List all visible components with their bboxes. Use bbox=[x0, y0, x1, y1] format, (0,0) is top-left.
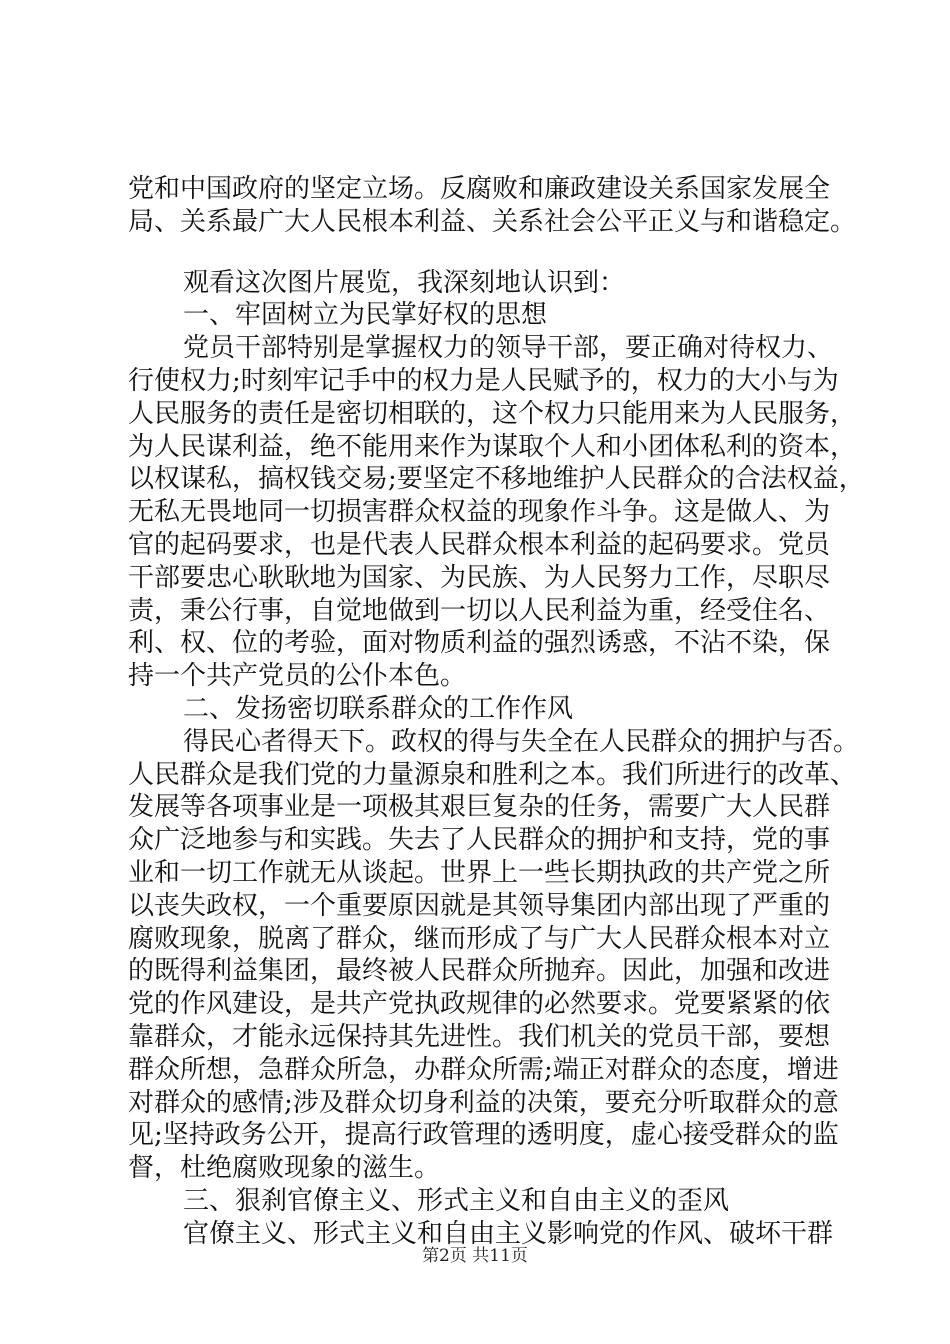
section-2-line: 得民心者得天下。政权的得与失全在人民群众的拥护与否。 bbox=[183, 726, 860, 757]
page-footer bbox=[0, 1244, 950, 1268]
section-2-heading: 二、发扬密切联系群众的工作作风 bbox=[183, 693, 574, 724]
section-2-line: 众广泛地参与和实践。失去了人民群众的拥护和支持，党的事 bbox=[128, 825, 831, 856]
section-1-line: 持一个共产党员的公仆本色。 bbox=[128, 661, 467, 692]
section-2-line: 的既得利益集团，最终被人民群众所抛弃。因此，加强和改进 bbox=[128, 956, 831, 987]
section-2-line: 腐败现象，脱离了群众，继而形成了与广大人民群众根本对立 bbox=[128, 923, 831, 954]
page-indicator: 第2页 共11页 bbox=[422, 1246, 528, 1266]
section-1-line: 为人民谋利益，绝不能用来作为谋取个人和小团体私利的资本， bbox=[128, 431, 857, 462]
section-1-line: 无私无畏地同一切损害群众权益的现象作斗争。这是做人、为 bbox=[128, 497, 831, 528]
section-2-line: 业和一切工作就无从谈起。世界上一些长期执政的共产党之所 bbox=[128, 857, 831, 888]
section-1-line: 利、权、位的考验，面对物质利益的强烈诱惑，不沾不染，保 bbox=[128, 628, 831, 659]
section-2-line: 督，杜绝腐败现象的滋生。 bbox=[128, 1153, 441, 1184]
section-3-line: 官僚主义、形式主义和自由主义影响党的作风、破坏干群 bbox=[183, 1218, 834, 1249]
section-1-line: 责，秉公行事，自觉地做到一切以人民利益为重，经受住名、 bbox=[128, 595, 831, 626]
section-1-line: 党员干部特别是掌握权力的领导干部，要正确对待权力、 bbox=[183, 333, 834, 364]
section-1-line: 官的起码要求，也是代表人民群众根本利益的起码要求。党员 bbox=[128, 529, 831, 560]
lead-paragraph: 观看这次图片展览，我深刻地认识到： bbox=[183, 267, 626, 298]
section-1-heading: 一、牢固树立为民掌好权的思想 bbox=[183, 300, 548, 331]
document-body bbox=[128, 173, 865, 1251]
section-1-line: 以权谋私，搞权钱交易;要坚定不移地维护人民群众的合法权益， bbox=[128, 464, 865, 495]
section-2-line: 人民群众是我们党的力量源泉和胜利之本。我们所进行的改革、 bbox=[128, 759, 857, 790]
section-2-line: 党的作风建设，是共产党执政规律的必然要求。党要紧紧的依 bbox=[128, 989, 831, 1020]
section-1-line: 干部要忠心耿耿地为国家、为民族、为人民努力工作，尽职尽 bbox=[128, 562, 831, 593]
section-2-line: 对群众的感情;涉及群众切身利益的决策，要充分听取群众的意 bbox=[128, 1087, 839, 1118]
section-3-heading: 三、狠刹官僚主义、形式主义和自由主义的歪风 bbox=[183, 1185, 730, 1216]
section-2-line: 见;坚持政务公开，提高行政管理的透明度，虚心接受群众的监 bbox=[128, 1120, 839, 1151]
section-1-line: 行使权力;时刻牢记手中的权力是人民赋予的，权力的大小与为 bbox=[128, 365, 839, 396]
section-1-line: 人民服务的责任是密切相联的，这个权力只能用来为人民服务， bbox=[128, 398, 857, 429]
section-2-line: 以丧失政权，一个重要原因就是其领导集团内部出现了严重的 bbox=[128, 890, 831, 921]
section-2-line: 发展等各项事业是一项极其艰巨复杂的任务，需要广大人民群 bbox=[128, 792, 831, 823]
intro-line: 党和中国政府的坚定立场。反腐败和廉政建设关系国家发展全 bbox=[128, 174, 831, 204]
paragraph-gap bbox=[128, 239, 858, 267]
section-2-line: 群众所想，急群众所急，办群众所需;端正对群众的态度，增进 bbox=[128, 1054, 839, 1085]
section-2-line: 靠群众，才能永远保持其先进性。我们机关的党员干部，要想 bbox=[128, 1021, 831, 1052]
intro-line: 局、关系最广大人民根本利益、关系社会公平正义与和谐稳定。 bbox=[128, 206, 857, 237]
